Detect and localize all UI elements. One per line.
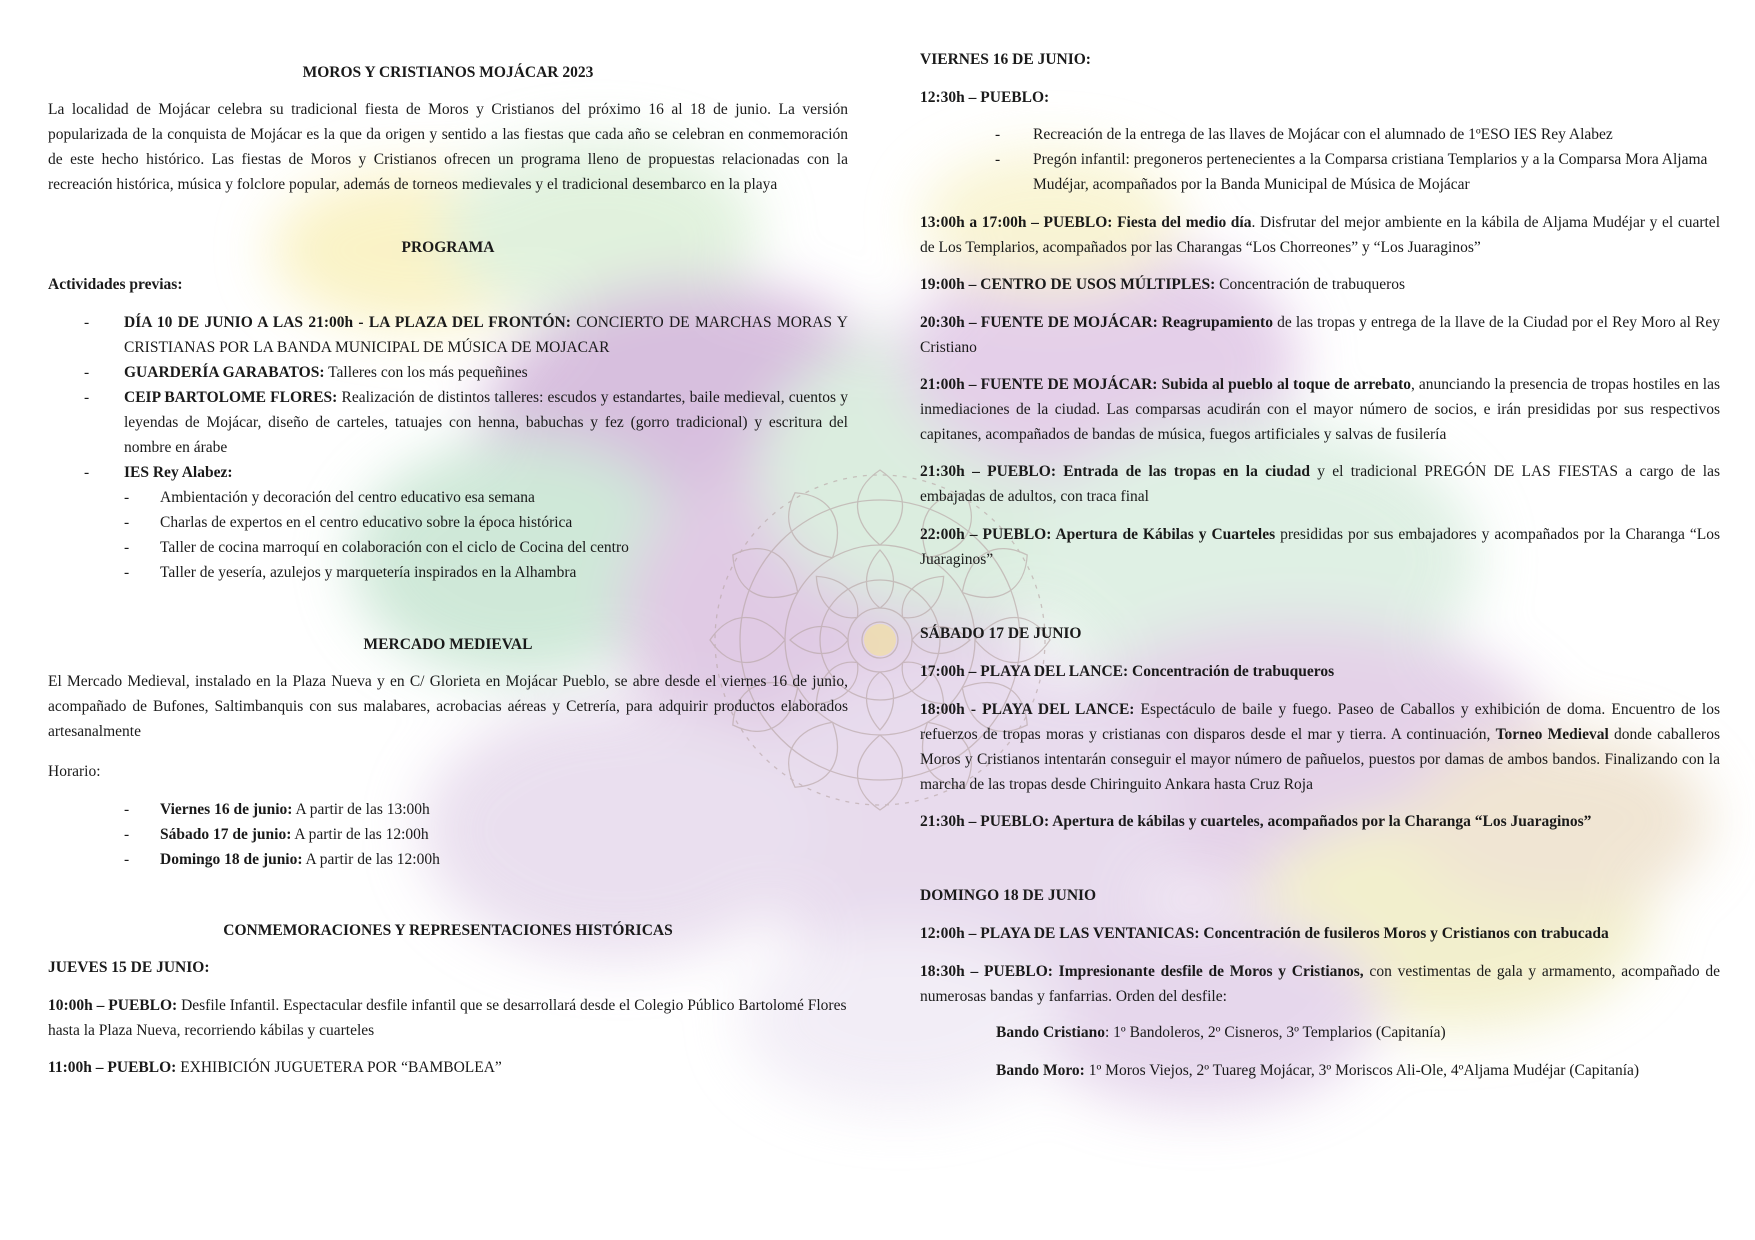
viernes-first-event: 12:30h – PUEBLO: [920,89,1050,106]
bando-cristiano: Bando Cristiano: 1º Bandoleros, 2º Cisneros, 3º Templarios (Capitanía) [996,1024,1446,1041]
list-item: - Sábado 17 de junio: A partir de las 12:00h [48,822,848,847]
viernes-label: VIERNES 16 DE JUNIO: [920,51,1091,68]
list-item: - Taller de cocina marroquí en colaboración con el ciclo de Cocina del centro [48,535,848,560]
domingo-event: 18:30h – PUEBLO: Impresionante desfile de Moros y Cristianos, con vestimentas de gala y armamento, acompañado de numerosas bandas y fanfarrias. Orden del desfile: [920,963,1720,1005]
domingo-label: DOMINGO 18 DE JUNIO [920,887,1097,904]
viernes-items [920,122,1720,197]
ies-sublist [48,485,848,585]
list-item: - DÍA 10 DE JUNIO A LAS 21:00h - LA PLAZA DEL FRONTÓN: CONCIERTO DE MARCHAS MORAS Y CRISTIANAS POR LA BANDA MUNICIPAL DE MÚSICA DE MOJACAR [48,310,848,360]
viernes-event: 19:00h – CENTRO DE USOS MÚLTIPLES: Concentración de trabuqueros [920,276,1406,293]
viernes-event: 21:30h – PUEBLO: Entrada de las tropas en la ciudad y el tradicional PREGÓN DE LAS FIESTAS a cargo de las embajadas de adultos, con traca final [920,463,1720,505]
viernes-event: 22:00h – PUEBLO: Apertura de Kábilas y Cuarteles presididas por sus embajadores y acompañados por la Charanga “Los Juaraginos” [920,526,1721,568]
horario-label: Horario: [48,763,101,780]
domingo-event: 12:00h – PLAYA DE LAS VENTANICAS: Concentración de fusileros Moros y Cristianos con trabucada [920,925,1609,942]
bando-moro: Bando Moro: 1º Moros Viejos, 2º Tuareg Mojácar, 3º Moriscos Ali-Ole, 4ºAljama Mudéjar (Capitanía) [996,1062,1640,1079]
sabado-label: SÁBADO 17 DE JUNIO [920,625,1082,642]
programa-heading: PROGRAMA [401,239,495,256]
intro-paragraph: La localidad de Mojácar celebra su tradicional fiesta de Moros y Cristianos del próximo 16 al 18 de junio. La versión popularizada de la conquista de Mojácar es la que da origen y sentido a las fiestas que cada año se celebran en conmemoración de este hecho histórico. Las fiestas de Moros y Cristianos ofrecen un programa lleno de propuestas relacionadas con la recreación histórica, música y folclore popular, además de torneos medievales y el tradicional desembarco en la playa [48,101,848,193]
list-item: - Taller de yesería, azulejos y marquetería inspirados en la Alhambra [48,560,848,585]
list-item: - CEIP BARTOLOME FLORES: Realización de distintos talleres: escudos y estandartes, baile medieval, cuentos y leyendas de Mojácar, diseño de carteles, tatuajes con henna, babuchas y fez (gorro tradicional) y escritura del nombre en árabe [48,385,848,460]
mercado-paragraph: El Mercado Medieval, instalado en la Plaza Nueva y en C/ Glorieta en Mojácar Pueblo, se abre desde el viernes 16 de junio, acompañado de Bufones, Saltimbanquis con sus malabares, acrobacias aéreas y Cetrería, para adquirir productos elaborados artesanalmente [48,673,848,740]
horario-list [48,797,848,872]
activities-list [48,310,848,485]
list-item: - IES Rey Alabez: [48,460,848,485]
mercado-heading: MERCADO MEDIEVAL [363,636,533,653]
viernes-event: 13:00h a 17:00h – PUEBLO: Fiesta del medio día. Disfrutar del mejor ambiente en la kábila de Aljama Mudéjar y el cuartel de Los Templarios, acompañados por las Charangas “Los Chorreones” y “Los Juaraginos” [920,214,1720,256]
list-item: - Recreación de la entrega de las llaves de Mojácar con el alumnado de 1ºESO IES Rey Alabez [920,122,1720,147]
list-item: - Pregón infantil: pregoneros pertenecientes a la Comparsa cristiana Templarios y a la Comparsa Mora Aljama Mudéjar, acompañados por la Banda Municipal de Música de Mojácar [920,147,1720,197]
list-item: - Ambientación y decoración del centro educativo esa semana [48,485,848,510]
list-item: - Viernes 16 de junio: A partir de las 13:00h [48,797,848,822]
viernes-event: 20:30h – FUENTE DE MOJÁCAR: Reagrupamiento de las tropas y entrega de la llave de la Ciudad por el Rey Moro al Rey Cristiano [920,314,1721,356]
conmemoraciones-heading: CONMEMORACIONES Y REPRESENTACIONES HISTÓRICAS [223,922,673,939]
sabado-event: 21:30h – PUEBLO: Apertura de kábilas y cuarteles, acompañados por la Charanga “Los Juaraginos” [920,813,1592,830]
actividades-label: Actividades previas: [48,276,183,293]
list-item: - GUARDERÍA GARABATOS: Talleres con los más pequeñines [48,360,848,385]
jueves-event: 11:00h – PUEBLO: EXHIBICIÓN JUGUETERA POR “BAMBOLEA” [48,1059,502,1076]
document-title: MOROS Y CRISTIANOS MOJÁCAR 2023 [302,64,594,81]
sabado-event: 18:00h - PLAYA DEL LANCE: Espectáculo de baile y fuego. Paseo de Caballos y exhibición de doma. Encuentro de los refuerzos de tropas moras y cristianas con disparos desde el mar y tierra. A continuación, Torneo Medieval donde caballeros Moros y Cristianos intentarán conseguir el mayor número de pañuelos, puestos por damas de ambos bandos. Finalizando con la marcha de las tropas desde Chiringuito Ankara hasta Cruz Roja [920,701,1720,793]
jueves-label: JUEVES 15 DE JUNIO: [48,959,210,976]
sabado-event: 17:00h – PLAYA DEL LANCE: Concentración de trabuqueros [920,663,1335,680]
viernes-event: 21:00h – FUENTE DE MOJÁCAR: Subida al pueblo al toque de arrebato, anunciando la presencia de tropas hostiles en las inmediaciones de la ciudad. Las comparsas acudirán con el mayor número de socios, e irán presididas por sus respectivos capitanes, acompañados de bandas de música, fuegos artificiales y salvas de fusilería [920,376,1720,443]
jueves-event: 10:00h – PUEBLO: Desfile Infantil. Espectacular desfile infantil que se desarrollará desde el Colegio Público Bartolomé Flores hasta la Plaza Nueva, recorriendo kábilas y cuarteles [48,997,847,1039]
list-item: - Charlas de expertos en el centro educativo sobre la época histórica [48,510,848,535]
list-item: - Domingo 18 de junio: A partir de las 12:00h [48,847,848,872]
